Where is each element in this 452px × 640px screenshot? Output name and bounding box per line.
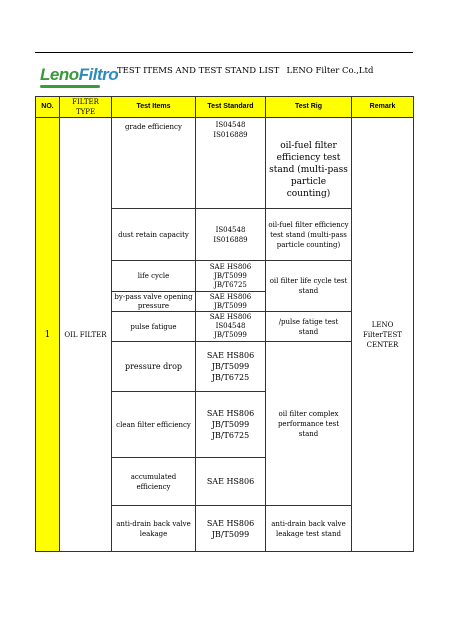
cell-standard: SAE HS806 IS04548 JB/T5099 [196, 312, 266, 342]
cell-item: dust retain capacity [112, 209, 196, 261]
cell-standard: SAE HS806 JB/T5099 JB/T6725 [196, 261, 266, 292]
cell-rig: oil-fuel filter efficiency test stand (multi-pass particle counting) [266, 209, 352, 261]
cell-standard: IS04548 IS016889 [196, 118, 266, 209]
cell-item: grade efficiency [112, 118, 196, 209]
col-header-filter-type: FILTER TYPE [60, 97, 112, 118]
col-header-test-rig: Test Rig [266, 97, 352, 118]
cell-standard: SAE HS806 [196, 458, 266, 506]
logo-swoosh [40, 85, 100, 88]
table-header-row [36, 97, 414, 118]
test-items-table [35, 96, 414, 552]
cell-item: accumulated efficiency [112, 458, 196, 506]
cell-standard: SAE HS806 JB/T5099 JB/T6725 [196, 342, 266, 392]
cell-item: clean filter efficiency [112, 392, 196, 458]
document-title: TEST ITEMS AND TEST STAND LIST [117, 66, 280, 76]
company-name: LENO Filter Co.,Ltd [286, 66, 374, 76]
cell-standard: SAE HS806 JB/T5099 [196, 506, 266, 552]
col-header-test-standard: Test Standard [196, 97, 266, 118]
cell-rig: /pulse fatige test stand [266, 312, 352, 342]
cell-standard: SAE HS806 JB/T5099 [196, 292, 266, 312]
col-header-remark: Remark [352, 97, 414, 118]
col-header-test-items: Test Items [112, 97, 196, 118]
cell-item: pressure drop [112, 342, 196, 392]
cell-standard: SAE HS806 JB/T5099 JB/T6725 [196, 392, 266, 458]
company-logo [40, 60, 119, 90]
cell-rig: anti-drain back valve leakage test stand [266, 506, 352, 552]
cell-item: pulse fatigue [112, 312, 196, 342]
cell-rig: oil-fuel filter efficiency test stand (multi-pass particle counting) [266, 118, 352, 209]
cell-rig: oil filter life cycle test stand [266, 261, 352, 312]
table-row [36, 118, 414, 209]
cell-item: anti-drain back valve leakage [112, 506, 196, 552]
cell-standard: IS04548 IS016889 [196, 209, 266, 261]
cell-item: life cycle [112, 261, 196, 292]
logo-leno-text: Leno [40, 65, 79, 84]
cell-remark: LENO FilterTEST CENTER [352, 118, 414, 552]
cell-item: by-pass valve opening pressure [112, 292, 196, 312]
cell-filter-type: OIL FILTER [60, 118, 112, 552]
cell-no: 1 [36, 118, 60, 552]
logo-filtro-text: Filtro [78, 65, 119, 84]
cell-rig: oil filter complex performance test stand [266, 342, 352, 506]
col-header-no: NO. [36, 97, 60, 118]
